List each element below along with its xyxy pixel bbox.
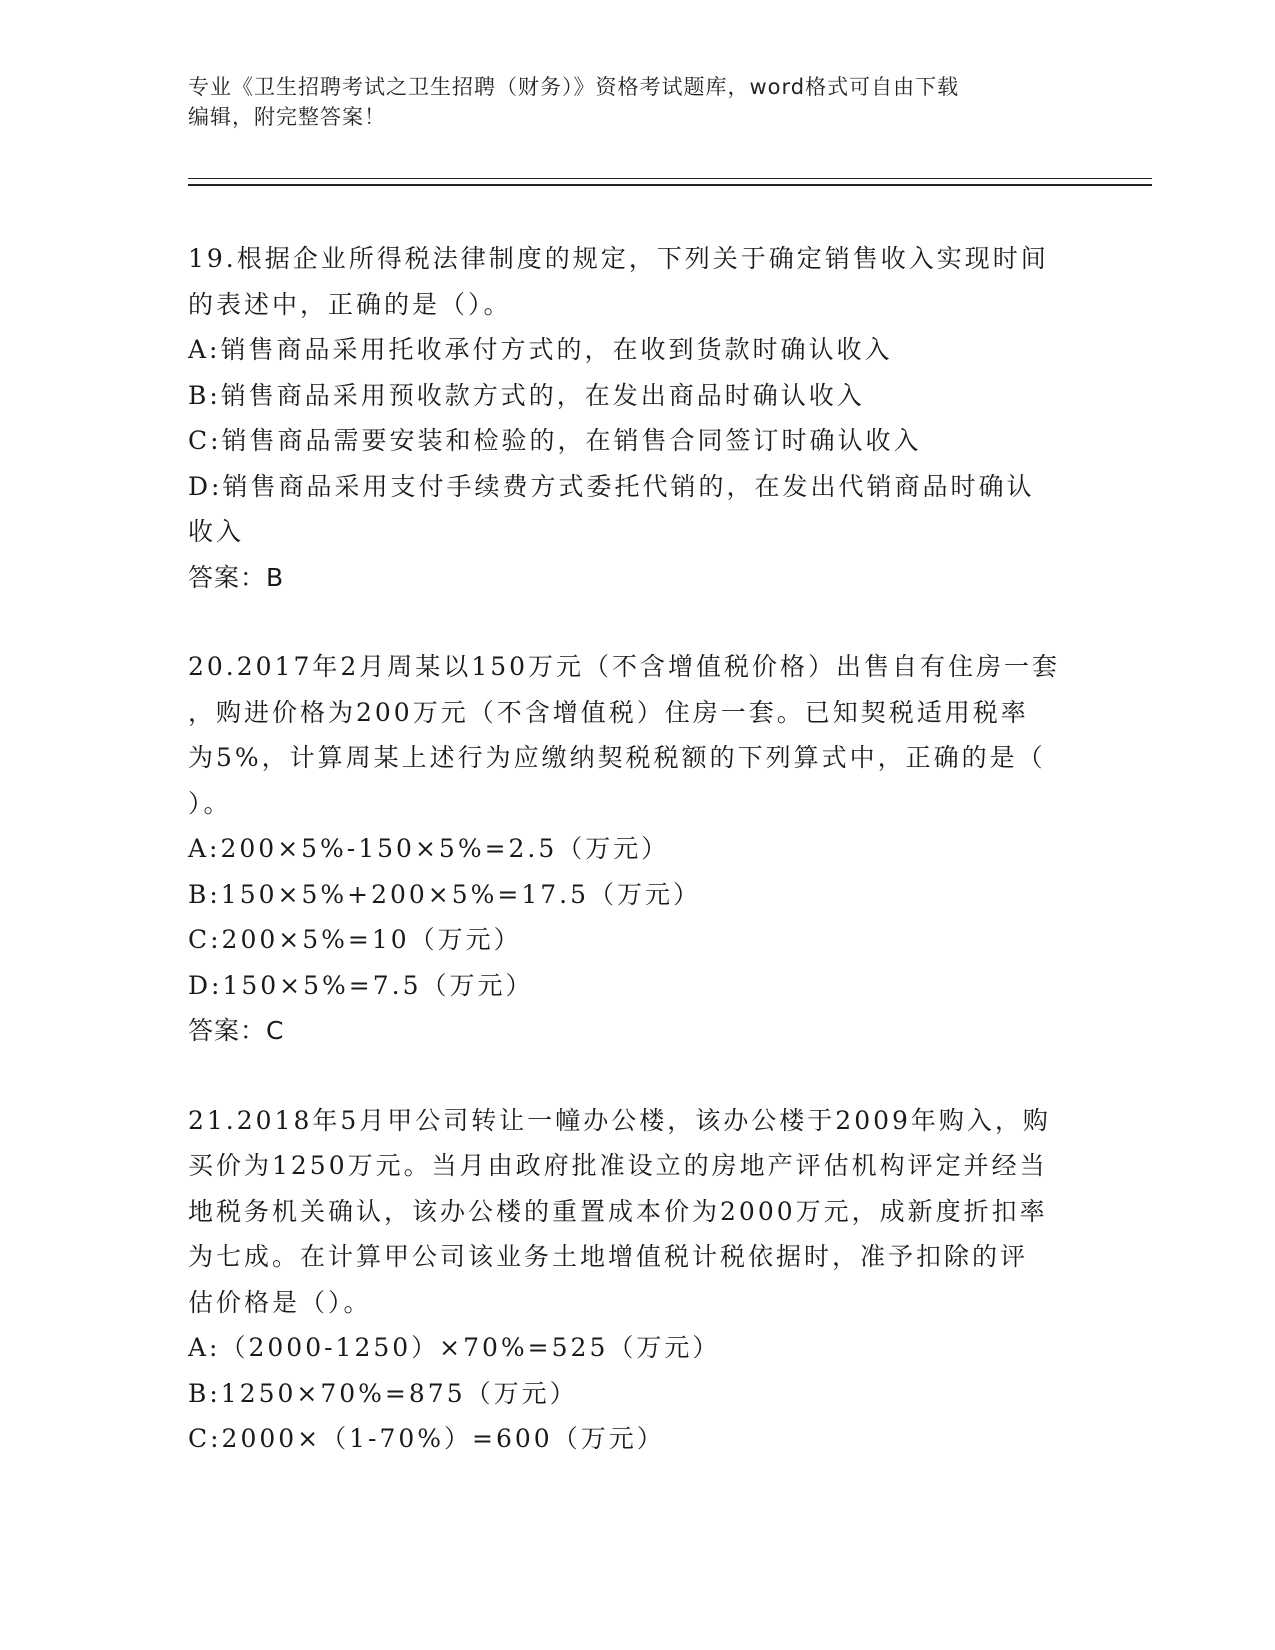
question-stem-line: 19.根据企业所得税法律制度的规定，下列关于确定销售收入实现时间 — [188, 244, 1049, 273]
question-stem-line: ，购进价格为200万元（不含增值税）住房一套。已知契税适用税率 — [188, 697, 1029, 727]
header-line-1: 专业《卫生招聘考试之卫生招聘（财务）》资格考试题库，word格式可自由下载 — [188, 75, 960, 99]
question-list — [188, 236, 1088, 1506]
question-stem-line: ）。 — [188, 788, 232, 818]
answer: 答案：B — [188, 562, 285, 592]
option-d: D:销售商品采用支付手续费方式委托代销的，在发出代销商品时确认 — [188, 471, 1035, 501]
document-header — [188, 72, 1088, 132]
question-stem-line: 为5%，计算周某上述行为应缴纳契税税额的下列算式中，正确的是（ — [188, 743, 1046, 772]
header-divider — [188, 178, 1152, 186]
option-d-continuation: 收入 — [188, 517, 245, 546]
option-c: C:2000×（1-70%）=600（万元） — [188, 1424, 665, 1453]
question-19 — [188, 236, 1088, 600]
option-b: B:1250×70%=875（万元） — [188, 1378, 578, 1408]
option-d: D:150×5%=7.5（万元） — [188, 970, 534, 1000]
option-b: B:销售商品采用预收款方式的，在发出商品时确认收入 — [188, 380, 865, 410]
question-stem-line: 估价格是（）。 — [188, 1287, 372, 1317]
option-c: C:销售商品需要安装和检验的，在销售合同签订时确认收入 — [188, 426, 922, 455]
question-stem-line: 地税务机关确认，该办公楼的重置成本价为2000万元，成新度折扣率 — [188, 1196, 1048, 1226]
question-stem-line: 20.2017年2月周某以150万元（不含增值税价格）出售自有住房一套 — [188, 652, 1061, 681]
question-stem-line: 的表述中，正确的是（）。 — [188, 289, 512, 319]
option-b: B:150×5%+200×5%=17.5（万元） — [188, 879, 702, 909]
header-line-2: 编辑，附完整答案！ — [188, 105, 386, 129]
answer: 答案：C — [188, 1016, 285, 1045]
option-c: C:200×5%=10（万元） — [188, 925, 522, 954]
option-a: A:200×5%-150×5%=2.5（万元） — [188, 834, 670, 863]
question-21 — [188, 1098, 1088, 1462]
option-a: A:（2000-1250）×70%=525（万元） — [188, 1333, 721, 1362]
question-20 — [188, 644, 1088, 1054]
question-stem-line: 为七成。在计算甲公司该业务土地增值税计税依据时，准予扣除的评 — [188, 1242, 1029, 1271]
question-stem-line: 买价为1250万元。当月由政府批准设立的房地产评估机构评定并经当 — [188, 1151, 1048, 1180]
option-a: A:销售商品采用托收承付方式的，在收到货款时确认收入 — [188, 335, 893, 364]
question-stem-line: 21.2018年5月甲公司转让一幢办公楼，该办公楼于2009年购入，购 — [188, 1105, 1051, 1135]
